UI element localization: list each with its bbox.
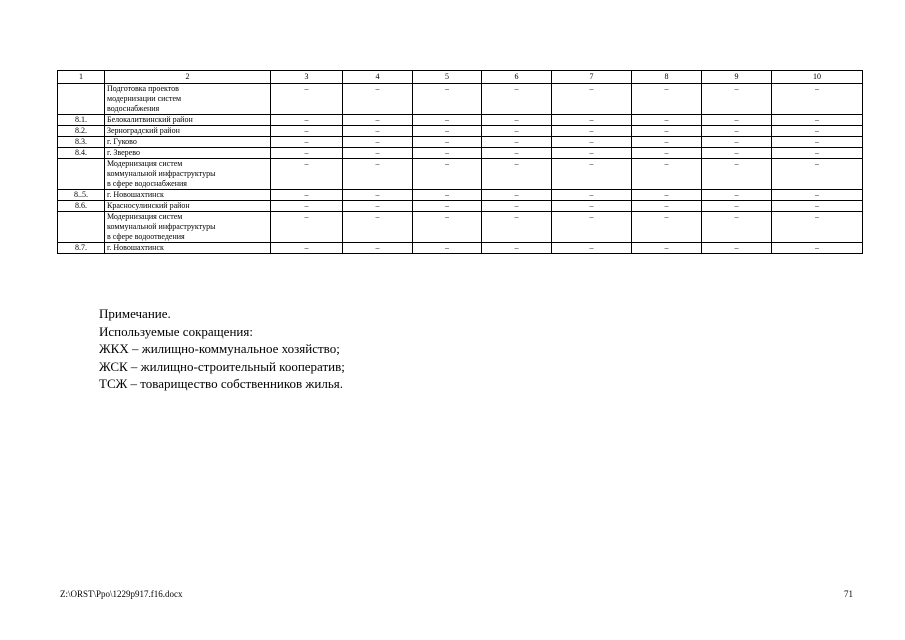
row-value: – xyxy=(702,243,772,254)
row-name-line: г. Зверево xyxy=(107,148,140,157)
note-line: ТСЖ – товарищество собственников жилья. xyxy=(99,376,343,391)
row-value: – xyxy=(413,190,482,201)
row-value: – xyxy=(552,137,632,148)
row-value: – xyxy=(772,115,863,126)
row-value: – xyxy=(482,84,552,115)
row-value: – xyxy=(343,115,413,126)
row-name xyxy=(105,190,271,201)
row-value: – xyxy=(482,148,552,159)
row-value: – xyxy=(482,201,552,212)
row-name xyxy=(105,212,271,243)
row-value: – xyxy=(482,159,552,190)
row-value: – xyxy=(271,137,343,148)
table-header-cell: 4 xyxy=(343,71,413,84)
row-value: – xyxy=(772,243,863,254)
notes-block xyxy=(99,305,345,393)
row-name-line: г. Новошахтинск xyxy=(107,190,164,199)
row-value: – xyxy=(413,84,482,115)
table-header-cell: 5 xyxy=(413,71,482,84)
row-name xyxy=(105,243,271,254)
row-value: – xyxy=(271,115,343,126)
row-value: – xyxy=(482,212,552,243)
row-value: – xyxy=(632,201,702,212)
row-value: – xyxy=(343,148,413,159)
row-value: – xyxy=(632,159,702,190)
row-value: – xyxy=(413,115,482,126)
row-name xyxy=(105,159,271,190)
note-line: Используемые сокращения: xyxy=(99,323,253,339)
row-name-line: Модернизация систем xyxy=(107,212,183,221)
row-number: 8.7. xyxy=(58,243,105,254)
row-name-line: модернизации систем xyxy=(107,94,182,103)
table-row xyxy=(58,126,863,137)
table-row xyxy=(58,115,863,126)
row-value: – xyxy=(702,159,772,190)
row-value: – xyxy=(772,137,863,148)
row-name-line: коммунальной инфраструктуры xyxy=(107,222,216,231)
row-value: – xyxy=(552,243,632,254)
row-name-line: Белокалитвинский район xyxy=(107,115,193,124)
row-value: – xyxy=(552,84,632,115)
row-number: 8.2. xyxy=(58,126,105,137)
row-name xyxy=(105,201,271,212)
row-value: – xyxy=(702,201,772,212)
row-number xyxy=(58,212,105,243)
table-row xyxy=(58,243,863,254)
table-header-cell: 1 xyxy=(58,71,105,84)
row-value: – xyxy=(702,115,772,126)
row-name-line: Зерноградский район xyxy=(107,126,180,135)
row-value: – xyxy=(772,190,863,201)
row-value: – xyxy=(343,159,413,190)
row-value: – xyxy=(702,212,772,243)
row-number: 8.6. xyxy=(58,201,105,212)
row-name xyxy=(105,84,271,115)
row-value: – xyxy=(413,201,482,212)
row-value: – xyxy=(772,126,863,137)
row-value: – xyxy=(552,159,632,190)
row-value: – xyxy=(552,212,632,243)
row-name-line: г. Новошахтинск xyxy=(107,243,164,252)
table-header-cell: 6 xyxy=(482,71,552,84)
row-value: – xyxy=(482,115,552,126)
table-header-cell: 7 xyxy=(552,71,632,84)
row-value: – xyxy=(552,126,632,137)
row-value: – xyxy=(413,126,482,137)
row-name-line: в сфере водоснабжения xyxy=(107,179,187,188)
row-value: – xyxy=(271,212,343,243)
row-value: – xyxy=(343,201,413,212)
row-value: – xyxy=(632,126,702,137)
row-value: – xyxy=(413,212,482,243)
row-value: – xyxy=(772,201,863,212)
table-header-cell: 8 xyxy=(632,71,702,84)
row-value: – xyxy=(702,137,772,148)
row-value: – xyxy=(552,190,632,201)
note-line: ЖСК – жилищно-строительный кооператив; xyxy=(99,358,345,374)
row-value: – xyxy=(632,84,702,115)
row-value: – xyxy=(343,190,413,201)
row-number: 8..5. xyxy=(58,190,105,201)
table-row xyxy=(58,190,863,201)
row-value: – xyxy=(772,212,863,243)
table-row xyxy=(58,159,863,190)
row-value: – xyxy=(482,243,552,254)
row-name-line: Подготовка проектов xyxy=(107,84,179,93)
row-value: – xyxy=(271,126,343,137)
row-number: 8.3. xyxy=(58,137,105,148)
table-row xyxy=(58,84,863,115)
row-value: – xyxy=(482,126,552,137)
row-name-line: водоснабжения xyxy=(107,104,160,113)
row-name xyxy=(105,148,271,159)
row-value: – xyxy=(632,190,702,201)
row-value: – xyxy=(552,201,632,212)
row-name xyxy=(105,115,271,126)
row-name xyxy=(105,137,271,148)
row-value: – xyxy=(632,243,702,254)
row-value: – xyxy=(702,84,772,115)
row-value: – xyxy=(271,159,343,190)
row-value: – xyxy=(271,201,343,212)
row-value: – xyxy=(343,126,413,137)
row-value: – xyxy=(413,137,482,148)
row-value: – xyxy=(632,137,702,148)
row-name-line: г. Гуково xyxy=(107,137,137,146)
row-value: – xyxy=(482,137,552,148)
row-value: – xyxy=(343,243,413,254)
row-name-line: коммунальной инфраструктуры xyxy=(107,169,216,178)
row-value: – xyxy=(772,148,863,159)
table-header-cell: 10 xyxy=(772,71,863,84)
row-value: – xyxy=(271,148,343,159)
table-header-cell: 3 xyxy=(271,71,343,84)
table-row xyxy=(58,137,863,148)
row-number xyxy=(58,159,105,190)
row-value: – xyxy=(271,243,343,254)
row-value: – xyxy=(702,126,772,137)
row-value: – xyxy=(552,148,632,159)
row-number: 8.4. xyxy=(58,148,105,159)
row-value: – xyxy=(413,243,482,254)
row-value: – xyxy=(632,148,702,159)
row-value: – xyxy=(632,212,702,243)
table-header-cell: 2 xyxy=(105,71,271,84)
row-number: 8.1. xyxy=(58,115,105,126)
table-header-row xyxy=(58,71,863,84)
note-line: Примечание. xyxy=(99,306,171,321)
row-value: – xyxy=(772,159,863,190)
row-name xyxy=(105,126,271,137)
table-row xyxy=(58,201,863,212)
row-value: – xyxy=(772,84,863,115)
row-name-line: Красносулинский район xyxy=(107,201,190,210)
row-name-line: в сфере водоотведения xyxy=(107,232,185,241)
note-line: ЖКХ – жилищно-коммунальное хозяйство; xyxy=(99,341,340,356)
row-value: – xyxy=(632,115,702,126)
table-row xyxy=(58,148,863,159)
row-value: – xyxy=(482,190,552,201)
row-value: – xyxy=(702,148,772,159)
row-value: – xyxy=(343,212,413,243)
row-value: – xyxy=(413,148,482,159)
footer-page-number: 71 xyxy=(844,589,853,599)
row-value: – xyxy=(271,84,343,115)
row-value: – xyxy=(343,84,413,115)
data-table xyxy=(57,70,863,254)
table-header-cell: 9 xyxy=(702,71,772,84)
row-value: – xyxy=(343,137,413,148)
row-value: – xyxy=(271,190,343,201)
row-value: – xyxy=(702,190,772,201)
footer-file-path: Z:\ORST\Ppo\1229p917.f16.docx xyxy=(60,589,183,599)
row-value: – xyxy=(413,159,482,190)
row-number xyxy=(58,84,105,115)
table-row xyxy=(58,212,863,243)
row-name-line: Модернизация систем xyxy=(107,159,183,168)
row-value: – xyxy=(552,115,632,126)
